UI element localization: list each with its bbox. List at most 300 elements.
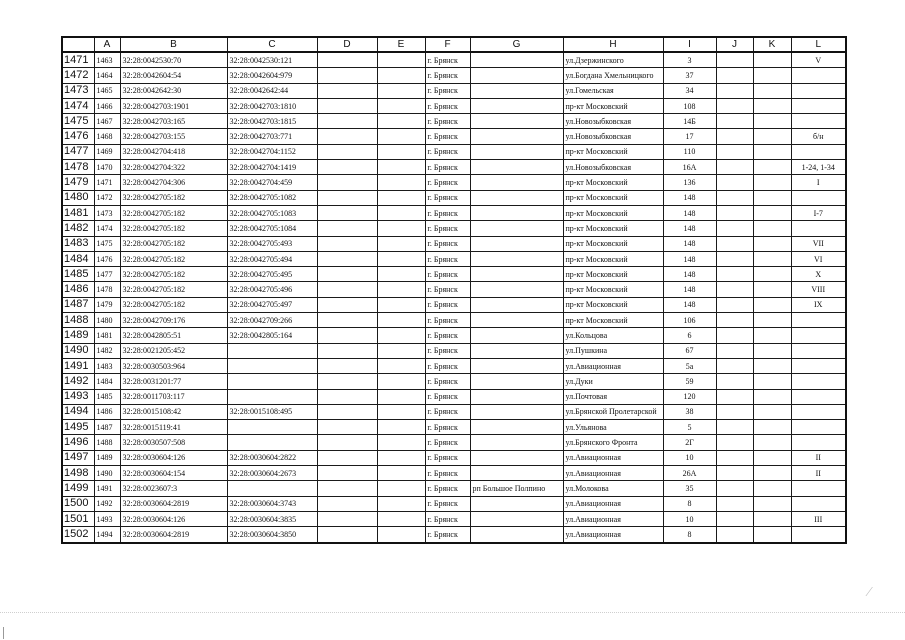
cell-i[interactable]: 38 xyxy=(663,404,716,419)
cell-k[interactable] xyxy=(753,374,791,389)
cell-a[interactable]: 1494 xyxy=(94,527,120,543)
cell-a[interactable]: 1483 xyxy=(94,358,120,373)
cell-g[interactable] xyxy=(470,160,563,175)
row-number[interactable]: 1485 xyxy=(62,267,94,282)
row-number[interactable]: 1498 xyxy=(62,466,94,481)
cell-d[interactable] xyxy=(317,129,377,144)
cell-l[interactable] xyxy=(791,68,846,83)
cell-h[interactable]: ул.Авиационная xyxy=(563,527,663,543)
cell-l[interactable] xyxy=(791,328,846,343)
cell-d[interactable] xyxy=(317,190,377,205)
cell-b[interactable]: 32:28:0042604:54 xyxy=(120,68,227,83)
cell-g[interactable] xyxy=(470,251,563,266)
cell-e[interactable] xyxy=(377,68,425,83)
cell-h[interactable]: ул.Новозыбковская xyxy=(563,129,663,144)
cell-l[interactable] xyxy=(791,374,846,389)
cell-h[interactable]: ул.Дуки xyxy=(563,374,663,389)
cell-a[interactable]: 1463 xyxy=(94,52,120,68)
row-number[interactable]: 1480 xyxy=(62,190,94,205)
cell-a[interactable]: 1470 xyxy=(94,160,120,175)
column-header-c[interactable]: C xyxy=(227,37,317,52)
cell-h[interactable]: пр-кт Московский xyxy=(563,236,663,251)
cell-f[interactable]: г. Брянск xyxy=(425,481,470,496)
cell-j[interactable] xyxy=(716,511,753,526)
cell-g[interactable] xyxy=(470,98,563,113)
cell-j[interactable] xyxy=(716,236,753,251)
row-number[interactable]: 1489 xyxy=(62,328,94,343)
row-number[interactable]: 1484 xyxy=(62,251,94,266)
row-number[interactable]: 1482 xyxy=(62,221,94,236)
row-number[interactable]: 1494 xyxy=(62,404,94,419)
cell-l[interactable]: IX xyxy=(791,297,846,312)
cell-i[interactable]: 26А xyxy=(663,466,716,481)
cell-c[interactable] xyxy=(227,374,317,389)
cell-a[interactable]: 1491 xyxy=(94,481,120,496)
row-number[interactable]: 1476 xyxy=(62,129,94,144)
cell-h[interactable]: ул.Авиационная xyxy=(563,466,663,481)
cell-j[interactable] xyxy=(716,251,753,266)
cell-b[interactable]: 32:28:0015108:42 xyxy=(120,404,227,419)
row-number[interactable]: 1502 xyxy=(62,527,94,543)
cell-b[interactable]: 32:28:0031201:77 xyxy=(120,374,227,389)
cell-g[interactable] xyxy=(470,527,563,543)
cell-d[interactable] xyxy=(317,358,377,373)
cell-c[interactable] xyxy=(227,481,317,496)
cell-f[interactable]: г. Брянск xyxy=(425,251,470,266)
cell-g[interactable] xyxy=(470,83,563,98)
cell-c[interactable]: 32:28:0042704:1419 xyxy=(227,160,317,175)
row-number[interactable]: 1491 xyxy=(62,358,94,373)
cell-j[interactable] xyxy=(716,358,753,373)
cell-k[interactable] xyxy=(753,511,791,526)
cell-l[interactable] xyxy=(791,435,846,450)
cell-d[interactable] xyxy=(317,435,377,450)
cell-a[interactable]: 1478 xyxy=(94,282,120,297)
column-header-j[interactable]: J xyxy=(716,37,753,52)
cell-e[interactable] xyxy=(377,160,425,175)
cell-c[interactable]: 32:28:0030604:3850 xyxy=(227,527,317,543)
cell-c[interactable] xyxy=(227,435,317,450)
cell-a[interactable]: 1481 xyxy=(94,328,120,343)
cell-f[interactable]: г. Брянск xyxy=(425,297,470,312)
cell-b[interactable]: 32:28:0042705:182 xyxy=(120,297,227,312)
cell-i[interactable]: 108 xyxy=(663,98,716,113)
cell-b[interactable]: 32:28:0042642:30 xyxy=(120,83,227,98)
cell-h[interactable]: пр-кт Московский xyxy=(563,267,663,282)
cell-j[interactable] xyxy=(716,68,753,83)
cell-c[interactable]: 32:28:0042705:495 xyxy=(227,267,317,282)
cell-h[interactable]: пр-кт Московский xyxy=(563,175,663,190)
cell-d[interactable] xyxy=(317,282,377,297)
cell-k[interactable] xyxy=(753,481,791,496)
cell-b[interactable]: 32:28:0042704:306 xyxy=(120,175,227,190)
column-header-h[interactable]: H xyxy=(563,37,663,52)
column-header-i[interactable]: I xyxy=(663,37,716,52)
cell-j[interactable] xyxy=(716,52,753,68)
cell-l[interactable] xyxy=(791,313,846,328)
row-number[interactable]: 1486 xyxy=(62,282,94,297)
cell-k[interactable] xyxy=(753,328,791,343)
cell-d[interactable] xyxy=(317,160,377,175)
cell-c[interactable]: 32:28:0042705:1082 xyxy=(227,190,317,205)
cell-c[interactable]: 32:28:0042705:493 xyxy=(227,236,317,251)
cell-a[interactable]: 1479 xyxy=(94,297,120,312)
cell-e[interactable] xyxy=(377,358,425,373)
cell-d[interactable] xyxy=(317,527,377,543)
cell-k[interactable] xyxy=(753,221,791,236)
cell-c[interactable]: 32:28:0042530:121 xyxy=(227,52,317,68)
cell-b[interactable]: 32:28:0042705:182 xyxy=(120,190,227,205)
cell-l[interactable]: VII xyxy=(791,236,846,251)
cell-f[interactable]: г. Брянск xyxy=(425,175,470,190)
cell-g[interactable] xyxy=(470,404,563,419)
cell-c[interactable]: 32:28:0042703:771 xyxy=(227,129,317,144)
cell-c[interactable]: 32:28:0015108:495 xyxy=(227,404,317,419)
cell-j[interactable] xyxy=(716,313,753,328)
cell-d[interactable] xyxy=(317,313,377,328)
cell-k[interactable] xyxy=(753,313,791,328)
cell-l[interactable]: VI xyxy=(791,251,846,266)
cell-g[interactable] xyxy=(470,343,563,358)
cell-g[interactable] xyxy=(470,420,563,435)
cell-g[interactable]: рп Большое Полпино xyxy=(470,481,563,496)
cell-a[interactable]: 1493 xyxy=(94,511,120,526)
cell-h[interactable]: пр-кт Московский xyxy=(563,297,663,312)
cell-f[interactable]: г. Брянск xyxy=(425,389,470,404)
cell-k[interactable] xyxy=(753,98,791,113)
cell-d[interactable] xyxy=(317,205,377,220)
cell-d[interactable] xyxy=(317,236,377,251)
row-number[interactable]: 1471 xyxy=(62,52,94,68)
cell-b[interactable]: 32:28:0042705:182 xyxy=(120,251,227,266)
cell-f[interactable]: г. Брянск xyxy=(425,466,470,481)
cell-j[interactable] xyxy=(716,297,753,312)
cell-k[interactable] xyxy=(753,236,791,251)
cell-l[interactable] xyxy=(791,221,846,236)
cell-l[interactable] xyxy=(791,496,846,511)
cell-e[interactable] xyxy=(377,205,425,220)
cell-e[interactable] xyxy=(377,374,425,389)
cell-k[interactable] xyxy=(753,389,791,404)
cell-l[interactable]: V xyxy=(791,52,846,68)
cell-j[interactable] xyxy=(716,221,753,236)
cell-k[interactable] xyxy=(753,114,791,129)
cell-i[interactable]: 6 xyxy=(663,328,716,343)
cell-i[interactable]: 67 xyxy=(663,343,716,358)
cell-e[interactable] xyxy=(377,251,425,266)
cell-k[interactable] xyxy=(753,267,791,282)
cell-e[interactable] xyxy=(377,190,425,205)
cell-g[interactable] xyxy=(470,267,563,282)
cell-e[interactable] xyxy=(377,328,425,343)
cell-b[interactable]: 32:28:0030604:154 xyxy=(120,466,227,481)
column-header-e[interactable]: E xyxy=(377,37,425,52)
cell-b[interactable]: 32:28:0042705:182 xyxy=(120,205,227,220)
cell-h[interactable]: ул.Авиационная xyxy=(563,358,663,373)
cell-h[interactable]: ул.Пушкина xyxy=(563,343,663,358)
row-number[interactable]: 1474 xyxy=(62,98,94,113)
cell-b[interactable]: 32:28:0023607:3 xyxy=(120,481,227,496)
cell-k[interactable] xyxy=(753,466,791,481)
cell-h[interactable]: пр-кт Московский xyxy=(563,282,663,297)
cell-c[interactable]: 32:28:0042705:1083 xyxy=(227,205,317,220)
cell-h[interactable]: ул.Дзержинского xyxy=(563,52,663,68)
cell-i[interactable]: 136 xyxy=(663,175,716,190)
cell-l[interactable] xyxy=(791,389,846,404)
cell-k[interactable] xyxy=(753,343,791,358)
cell-h[interactable]: пр-кт Московский xyxy=(563,221,663,236)
cell-g[interactable] xyxy=(470,328,563,343)
cell-f[interactable]: г. Брянск xyxy=(425,267,470,282)
cell-a[interactable]: 1475 xyxy=(94,236,120,251)
cell-d[interactable] xyxy=(317,221,377,236)
row-number[interactable]: 1481 xyxy=(62,205,94,220)
cell-i[interactable]: 8 xyxy=(663,527,716,543)
cell-g[interactable] xyxy=(470,511,563,526)
cell-a[interactable]: 1486 xyxy=(94,404,120,419)
cell-l[interactable]: I xyxy=(791,175,846,190)
column-header-d[interactable]: D xyxy=(317,37,377,52)
cell-i[interactable]: 120 xyxy=(663,389,716,404)
cell-l[interactable]: III xyxy=(791,511,846,526)
cell-f[interactable]: г. Брянск xyxy=(425,511,470,526)
cell-c[interactable] xyxy=(227,420,317,435)
cell-c[interactable]: 32:28:0042705:496 xyxy=(227,282,317,297)
cell-a[interactable]: 1484 xyxy=(94,374,120,389)
cell-b[interactable]: 32:28:0030604:126 xyxy=(120,450,227,465)
cell-a[interactable]: 1485 xyxy=(94,389,120,404)
row-number[interactable]: 1478 xyxy=(62,160,94,175)
cell-i[interactable]: 5 xyxy=(663,420,716,435)
cell-j[interactable] xyxy=(716,114,753,129)
cell-d[interactable] xyxy=(317,114,377,129)
cell-j[interactable] xyxy=(716,205,753,220)
cell-g[interactable] xyxy=(470,313,563,328)
cell-c[interactable]: 32:28:0030604:2673 xyxy=(227,466,317,481)
cell-b[interactable]: 32:28:0042704:418 xyxy=(120,144,227,159)
cell-g[interactable] xyxy=(470,205,563,220)
cell-h[interactable]: пр-кт Московский xyxy=(563,190,663,205)
cell-e[interactable] xyxy=(377,435,425,450)
cell-d[interactable] xyxy=(317,496,377,511)
cell-g[interactable] xyxy=(470,297,563,312)
row-number[interactable]: 1472 xyxy=(62,68,94,83)
row-number[interactable]: 1496 xyxy=(62,435,94,450)
cell-e[interactable] xyxy=(377,481,425,496)
cell-e[interactable] xyxy=(377,496,425,511)
cell-j[interactable] xyxy=(716,389,753,404)
cell-l[interactable]: VIII xyxy=(791,282,846,297)
cell-i[interactable]: 2Г xyxy=(663,435,716,450)
column-header-l[interactable]: L xyxy=(791,37,846,52)
cell-a[interactable]: 1471 xyxy=(94,175,120,190)
cell-a[interactable]: 1473 xyxy=(94,205,120,220)
cell-b[interactable]: 32:28:0042704:322 xyxy=(120,160,227,175)
cell-j[interactable] xyxy=(716,527,753,543)
cell-h[interactable]: ул.Богдана Хмельницкого xyxy=(563,68,663,83)
cell-f[interactable]: г. Брянск xyxy=(425,83,470,98)
cell-i[interactable]: 10 xyxy=(663,511,716,526)
cell-f[interactable]: г. Брянск xyxy=(425,205,470,220)
cell-j[interactable] xyxy=(716,450,753,465)
cell-i[interactable]: 148 xyxy=(663,190,716,205)
cell-j[interactable] xyxy=(716,374,753,389)
cell-b[interactable]: 32:28:0042705:182 xyxy=(120,267,227,282)
cell-j[interactable] xyxy=(716,282,753,297)
cell-b[interactable]: 32:28:0042709:176 xyxy=(120,313,227,328)
cell-l[interactable] xyxy=(791,144,846,159)
cell-j[interactable] xyxy=(716,98,753,113)
row-number[interactable]: 1483 xyxy=(62,236,94,251)
cell-i[interactable]: 148 xyxy=(663,297,716,312)
cell-a[interactable]: 1469 xyxy=(94,144,120,159)
cell-l[interactable] xyxy=(791,114,846,129)
cell-d[interactable] xyxy=(317,52,377,68)
cell-g[interactable] xyxy=(470,374,563,389)
cell-f[interactable]: г. Брянск xyxy=(425,450,470,465)
cell-f[interactable]: г. Брянск xyxy=(425,404,470,419)
cell-j[interactable] xyxy=(716,160,753,175)
cell-h[interactable]: ул.Брянского Фронта xyxy=(563,435,663,450)
cell-k[interactable] xyxy=(753,282,791,297)
cell-b[interactable]: 32:28:0042705:182 xyxy=(120,236,227,251)
cell-d[interactable] xyxy=(317,267,377,282)
cell-h[interactable]: ул.Авиационная xyxy=(563,511,663,526)
cell-f[interactable]: г. Брянск xyxy=(425,98,470,113)
cell-e[interactable] xyxy=(377,221,425,236)
cell-j[interactable] xyxy=(716,190,753,205)
cell-c[interactable]: 32:28:0042709:266 xyxy=(227,313,317,328)
cell-e[interactable] xyxy=(377,297,425,312)
cell-d[interactable] xyxy=(317,328,377,343)
cell-j[interactable] xyxy=(716,481,753,496)
cell-k[interactable] xyxy=(753,83,791,98)
row-number[interactable]: 1487 xyxy=(62,297,94,312)
cell-a[interactable]: 1477 xyxy=(94,267,120,282)
cell-h[interactable]: пр-кт Московский xyxy=(563,205,663,220)
cell-f[interactable]: г. Брянск xyxy=(425,190,470,205)
cell-i[interactable]: 148 xyxy=(663,251,716,266)
cell-l[interactable]: б/н xyxy=(791,129,846,144)
cell-b[interactable]: 32:28:0042530:70 xyxy=(120,52,227,68)
cell-l[interactable] xyxy=(791,343,846,358)
row-number[interactable]: 1479 xyxy=(62,175,94,190)
cell-c[interactable]: 32:28:0030604:2822 xyxy=(227,450,317,465)
cell-c[interactable]: 32:28:0042704:1152 xyxy=(227,144,317,159)
cell-d[interactable] xyxy=(317,251,377,266)
cell-k[interactable] xyxy=(753,496,791,511)
cell-g[interactable] xyxy=(470,496,563,511)
cell-i[interactable]: 37 xyxy=(663,68,716,83)
cell-c[interactable]: 32:28:0030604:3835 xyxy=(227,511,317,526)
cell-f[interactable]: г. Брянск xyxy=(425,129,470,144)
cell-h[interactable]: пр-кт Московский xyxy=(563,144,663,159)
cell-k[interactable] xyxy=(753,190,791,205)
cell-g[interactable] xyxy=(470,466,563,481)
cell-l[interactable] xyxy=(791,83,846,98)
cell-c[interactable]: 32:28:0042705:494 xyxy=(227,251,317,266)
cell-j[interactable] xyxy=(716,435,753,450)
cell-b[interactable]: 32:28:0042703:155 xyxy=(120,129,227,144)
cell-d[interactable] xyxy=(317,450,377,465)
cell-g[interactable] xyxy=(470,175,563,190)
cell-j[interactable] xyxy=(716,328,753,343)
cell-j[interactable] xyxy=(716,129,753,144)
cell-a[interactable]: 1467 xyxy=(94,114,120,129)
row-number[interactable]: 1493 xyxy=(62,389,94,404)
cell-f[interactable]: г. Брянск xyxy=(425,221,470,236)
cell-a[interactable]: 1468 xyxy=(94,129,120,144)
cell-l[interactable]: II xyxy=(791,450,846,465)
cell-g[interactable] xyxy=(470,282,563,297)
column-header-g[interactable]: G xyxy=(470,37,563,52)
cell-k[interactable] xyxy=(753,52,791,68)
cell-e[interactable] xyxy=(377,450,425,465)
cell-e[interactable] xyxy=(377,511,425,526)
cell-c[interactable]: 32:28:0042642:44 xyxy=(227,83,317,98)
cell-i[interactable]: 35 xyxy=(663,481,716,496)
cell-e[interactable] xyxy=(377,527,425,543)
cell-f[interactable]: г. Брянск xyxy=(425,374,470,389)
cell-g[interactable] xyxy=(470,144,563,159)
cell-d[interactable] xyxy=(317,420,377,435)
cell-k[interactable] xyxy=(753,68,791,83)
cell-k[interactable] xyxy=(753,144,791,159)
cell-l[interactable] xyxy=(791,527,846,543)
cell-i[interactable]: 14Б xyxy=(663,114,716,129)
cell-e[interactable] xyxy=(377,175,425,190)
row-number[interactable]: 1488 xyxy=(62,313,94,328)
cell-c[interactable]: 32:28:0042705:497 xyxy=(227,297,317,312)
cell-h[interactable]: ул.Авиационная xyxy=(563,450,663,465)
cell-e[interactable] xyxy=(377,52,425,68)
cell-e[interactable] xyxy=(377,404,425,419)
cell-i[interactable]: 8 xyxy=(663,496,716,511)
cell-e[interactable] xyxy=(377,420,425,435)
cell-e[interactable] xyxy=(377,236,425,251)
cell-f[interactable]: г. Брянск xyxy=(425,313,470,328)
cell-h[interactable]: ул.Кольцова xyxy=(563,328,663,343)
cell-a[interactable]: 1465 xyxy=(94,83,120,98)
row-number[interactable]: 1492 xyxy=(62,374,94,389)
cell-i[interactable]: 34 xyxy=(663,83,716,98)
row-number[interactable]: 1497 xyxy=(62,450,94,465)
cell-j[interactable] xyxy=(716,404,753,419)
cell-b[interactable]: 32:28:0030604:126 xyxy=(120,511,227,526)
cell-e[interactable] xyxy=(377,267,425,282)
cell-k[interactable] xyxy=(753,435,791,450)
cell-e[interactable] xyxy=(377,98,425,113)
cell-g[interactable] xyxy=(470,221,563,236)
cell-h[interactable]: ул.Почтовая xyxy=(563,389,663,404)
cell-j[interactable] xyxy=(716,83,753,98)
cell-e[interactable] xyxy=(377,144,425,159)
cell-f[interactable]: г. Брянск xyxy=(425,236,470,251)
cell-f[interactable]: г. Брянск xyxy=(425,435,470,450)
row-number[interactable]: 1495 xyxy=(62,420,94,435)
cell-a[interactable]: 1488 xyxy=(94,435,120,450)
cell-g[interactable] xyxy=(470,68,563,83)
column-header-k[interactable]: K xyxy=(753,37,791,52)
cell-c[interactable] xyxy=(227,358,317,373)
cell-h[interactable]: пр-кт Московский xyxy=(563,98,663,113)
cell-b[interactable]: 32:28:0042705:182 xyxy=(120,282,227,297)
cell-i[interactable]: 5а xyxy=(663,358,716,373)
cell-c[interactable]: 32:28:0042705:1084 xyxy=(227,221,317,236)
cell-k[interactable] xyxy=(753,450,791,465)
cell-b[interactable]: 32:28:0030503:964 xyxy=(120,358,227,373)
cell-e[interactable] xyxy=(377,282,425,297)
